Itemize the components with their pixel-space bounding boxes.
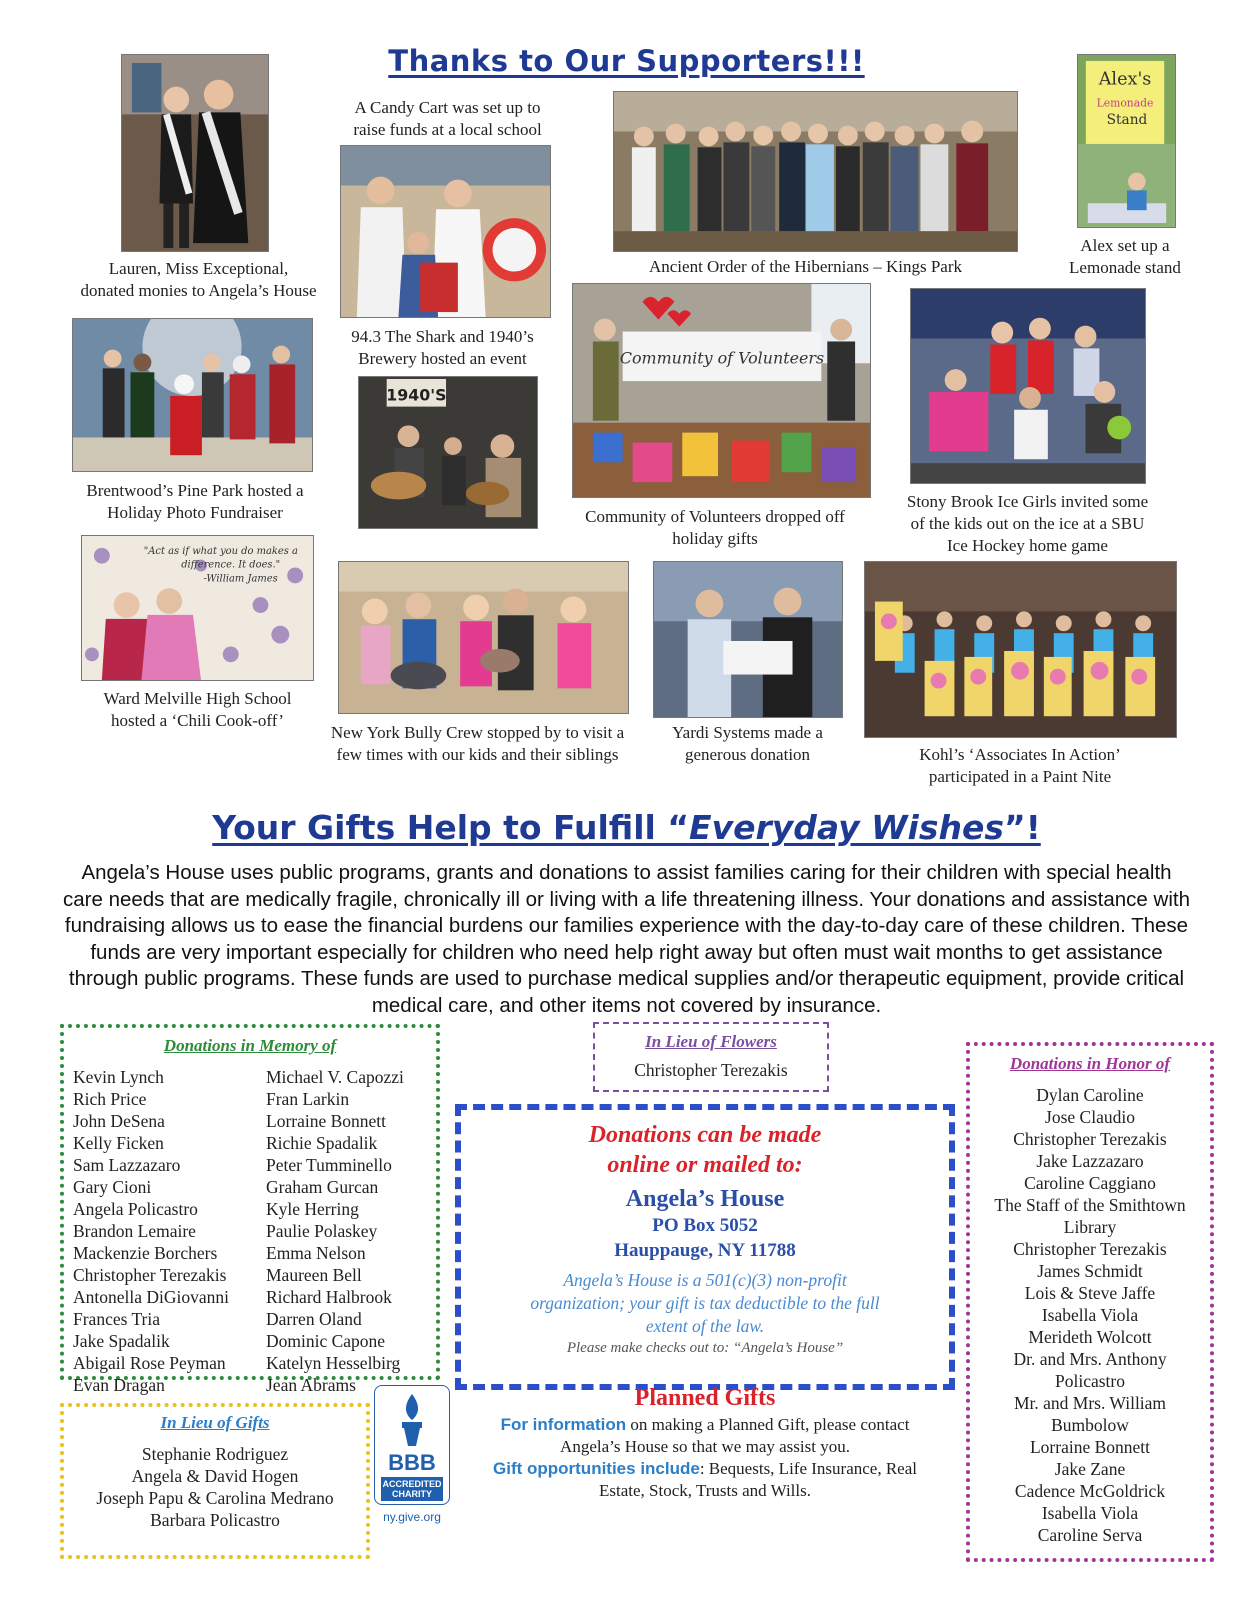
photo-hibernians [613, 91, 1018, 252]
donation-info-box [455, 1104, 955, 1390]
caption-bully-crew: New York Bully Crew stopped by to visit a few times with our kids and their siblings [330, 723, 625, 764]
list-item: Lorraine Bonnett [1029, 1437, 1151, 1457]
list-item: Mackenzie Borchers [73, 1243, 218, 1263]
list-item: Graham Gurcan [266, 1177, 379, 1197]
gifts-section-title: Your Gifts Help to Fulfill “Everyday Wishes”! [212, 808, 1041, 847]
honor-names [970, 1084, 1210, 1546]
list-item: James Schmidt [1037, 1261, 1143, 1281]
list-item: Abigail Rose Peyman [73, 1353, 226, 1373]
list-item: Christopher Terezakis [73, 1265, 227, 1285]
list-item: Christopher Terezakis [634, 1060, 788, 1080]
photo-lauren-miss-exceptional [121, 54, 269, 252]
svg-text:difference. It does.": difference. It does." [181, 559, 281, 571]
list-item: Stephanie Rodriguez [141, 1444, 289, 1464]
list-item: Joseph Papu & Carolina Medrano [96, 1488, 334, 1508]
donations-in-honor-box [966, 1042, 1214, 1562]
list-item: Jake Zane [1054, 1459, 1126, 1479]
list-item: Kelly Ficken [73, 1133, 164, 1153]
donate-address-line2: Hauppauge, NY 11788 [614, 1240, 796, 1261]
photo-pine-park-santa [72, 318, 313, 472]
caption-alex: Alex set up a Lemonade stand [1069, 236, 1181, 277]
caption-hibernians: Ancient Order of the Hibernians – Kings Park [648, 257, 962, 276]
list-item: Caroline Caggiano [1024, 1173, 1156, 1193]
donations-in-memory-title: Donations in Memory of [163, 1036, 337, 1055]
list-item: Rich Price [73, 1089, 147, 1109]
list-item: Darren Oland [266, 1309, 362, 1329]
list-item: Peter Tumminello [266, 1155, 392, 1175]
in-lieu-of-gifts-names [64, 1443, 366, 1531]
in-lieu-of-flowers-box [593, 1022, 829, 1092]
svg-text:Stand: Stand [1106, 112, 1148, 129]
list-item: Lorraine Bonnett [266, 1111, 387, 1131]
in-lieu-of-gifts-box [60, 1403, 370, 1559]
caption-candy-cart: A Candy Cart was set up to raise funds at a local school [353, 98, 542, 139]
list-item: Christopher Terezakis [1013, 1129, 1167, 1149]
photo-community-volunteers [572, 283, 871, 498]
planned-gifts-body: For information on making a Planned Gift, please contact Angela’s House so that we may assist you. Gift opportunities include: Bequests, Life Insurance, Real Estate, Stock, Trusts and Wills. [493, 1415, 917, 1500]
donate-headline: Donations can be made online or mailed to: [588, 1122, 822, 1178]
caption-yardi: Yardi Systems made a generous donation [672, 723, 823, 764]
bbb-logo-text: BBB [388, 1450, 436, 1475]
donate-nonprofit-note: Angela’s House is a 501(c)(3) non-profit organization; your gift is tax deductible to the full extent of the law. [530, 1270, 880, 1336]
list-item: Emma Nelson [266, 1243, 366, 1263]
bbb-accredited-line: ACCREDITED CHARITY [382, 1479, 442, 1499]
caption-ward-melville: Ward Melville High School hosted a ‘Chili Cook-off’ [103, 689, 292, 730]
list-item: Barbara Policastro [150, 1510, 280, 1530]
photo-shark-brewery [358, 376, 538, 529]
list-item: Christopher Terezakis [1013, 1239, 1167, 1259]
svg-text:Alex's: Alex's [1098, 69, 1152, 90]
list-item: Mr. and Mrs. William [1013, 1393, 1167, 1413]
donate-checks-note: Please make checks out to: “Angela’s House” [566, 1340, 844, 1356]
list-item: Cadence McGoldrick [1014, 1481, 1166, 1501]
list-item: Michael V. Capozzi [266, 1067, 404, 1087]
list-item: Fran Larkin [266, 1089, 350, 1109]
photo-alex-lemonade [1077, 54, 1176, 228]
photo-ice-girls [910, 288, 1146, 484]
svg-text:1940'S: 1940'S [386, 385, 447, 405]
list-item: Dylan Caroline [1036, 1085, 1144, 1105]
planned-info-label: For information [500, 1415, 627, 1434]
list-item: Richard Halbrook [266, 1287, 392, 1307]
svg-text:"Act as if what you do makes a: "Act as if what you do makes a [143, 545, 298, 557]
caption-shark-brewery: 94.3 The Shark and 1940’s Brewery hosted an event [351, 327, 534, 368]
photo-yardi [653, 561, 843, 718]
list-item: Gary Cioni [73, 1177, 152, 1197]
list-item: Maureen Bell [266, 1265, 362, 1285]
list-item: Jean Abrams [266, 1375, 356, 1395]
list-item: Angela & David Hogen [131, 1466, 299, 1486]
in-lieu-of-gifts-title: In Lieu of Gifts [160, 1413, 270, 1432]
list-item: Sam Lazzazaro [73, 1155, 181, 1175]
list-item: Lois & Steve Jaffe [1024, 1283, 1156, 1303]
list-item: Jake Spadalik [73, 1331, 170, 1351]
list-item: Caroline Serva [1037, 1525, 1143, 1545]
photo-bully-crew [338, 561, 629, 714]
list-item: Policastro [1055, 1371, 1125, 1391]
caption-lauren: Lauren, Miss Exceptional, donated monies to Angela’s House [80, 259, 317, 300]
list-item: Paulie Polaskey [266, 1221, 378, 1241]
caption-ice-girls: Stony Brook Ice Girls invited some of the kids out on the ice at a SBU Ice Hockey home game [906, 492, 1149, 555]
list-item: Library [1063, 1217, 1117, 1237]
list-item: Evan Dragan [73, 1375, 165, 1395]
caption-kohls: Kohl’s ‘Associates In Action’ participated in a Paint Nite [919, 745, 1121, 786]
page-title: Thanks to Our Supporters!!! [388, 44, 865, 78]
list-item: Kyle Herring [266, 1199, 359, 1219]
memory-names-col1 [73, 1066, 229, 1396]
planned-opportunities-label: Gift opportunities include [493, 1459, 700, 1478]
list-item: Richie Spadalik [266, 1133, 378, 1153]
svg-text:Lemonade: Lemonade [1096, 96, 1154, 110]
list-item: Isabella Viola [1041, 1305, 1139, 1325]
photo-ward-melville [81, 535, 314, 681]
list-item: Isabella Viola [1041, 1503, 1139, 1523]
bbb-website: ny.give.org [383, 1510, 441, 1524]
photo-candy-cart [340, 145, 551, 318]
list-item: Antonella DiGiovanni [73, 1287, 230, 1307]
svg-text:-William James: -William James [203, 573, 278, 585]
list-item: Bumbolow [1051, 1415, 1129, 1435]
donate-org-name: Angela’s House [625, 1186, 785, 1212]
gifts-section-body: Angela’s House uses public programs, grants and donations to assist families caring for their children with special health care needs that are medically fragile, chronically ill or living with a life threatening illness. Your donations and assistance with fundraising allows us to ease the financial burdens our families experience with the day-to-day care of these children. These funds are very important especially for children who need help right away but often must wait months to get assistance through public programs. These funds are used to purchase medical supplies and/or therapeutic equipment, provide critical medical care, and other items not covered by insurance. [63, 861, 1190, 1017]
list-item: The Staff of the Smithtown [994, 1195, 1186, 1215]
bbb-accredited-charity-logo [374, 1385, 450, 1505]
list-item: Angela Policastro [73, 1199, 198, 1219]
in-lieu-of-flowers-title: In Lieu of Flowers [645, 1032, 777, 1051]
list-item: Brandon Lemaire [73, 1221, 196, 1241]
photo-kohls-paint-nite [864, 561, 1177, 738]
list-item: Dominic Capone [266, 1331, 386, 1351]
list-item: Jake Lazzazaro [1036, 1151, 1144, 1171]
list-item: John DeSena [73, 1111, 165, 1131]
donate-address-line1: PO Box 5052 [652, 1215, 758, 1236]
planned-gifts-title: Planned Gifts [634, 1385, 776, 1411]
list-item: Kevin Lynch [73, 1067, 164, 1087]
bbb-torch-icon [375, 1390, 449, 1450]
svg-text:Community of Volunteers: Community of Volunteers [619, 348, 825, 368]
caption-community-volunteers: Community of Volunteers dropped off holiday gifts [585, 507, 845, 548]
list-item: Merideth Wolcott [1028, 1327, 1152, 1347]
donations-in-honor-title: Donations in Honor of [1009, 1054, 1171, 1073]
list-item: Katelyn Hesselbirg [266, 1353, 401, 1373]
list-item: Jose Claudio [1045, 1107, 1135, 1127]
donations-in-memory-box [60, 1024, 440, 1395]
memory-names-col2 [266, 1066, 404, 1396]
list-item: Dr. and Mrs. Anthony [1013, 1349, 1167, 1369]
caption-pine-park: Brentwood’s Pine Park hosted a Holiday Photo Fundraiser [86, 481, 304, 522]
list-item: Frances Tria [73, 1309, 161, 1329]
